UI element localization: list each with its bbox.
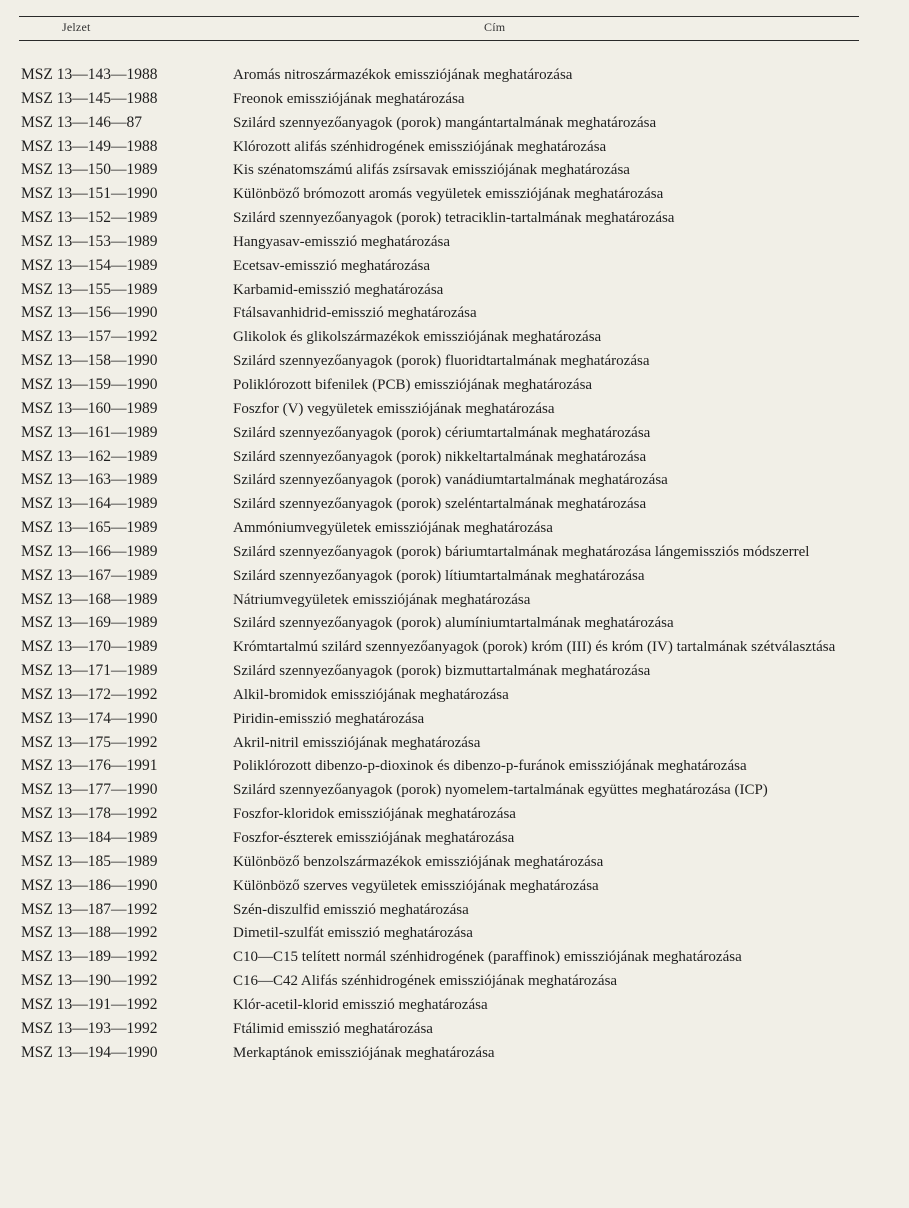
standard-code: MSZ 13—170—1989 — [21, 638, 158, 656]
table-row — [0, 492, 909, 516]
standard-title: Ftálsavanhidrid-emisszió meghatározása — [233, 305, 477, 322]
standard-title: Kis szénatomszámú alifás zsírsavak emissziójának meghatározása — [233, 162, 630, 179]
table-row — [0, 63, 909, 87]
standard-code: MSZ 13—165—1989 — [21, 519, 158, 537]
standard-code: MSZ 13—194—1990 — [21, 1043, 158, 1061]
standard-code: MSZ 13—172—1992 — [21, 685, 158, 703]
standard-title: Piridin-emisszió meghatározása — [233, 710, 425, 727]
standard-title: Aromás nitroszármazékok emissziójának meghatározása — [233, 67, 573, 83]
table-row — [0, 874, 909, 898]
standard-title: Szilárd szennyezőanyagok (porok) báriumtartalmának meghatározása lángemissziós módszerrel — [233, 543, 810, 560]
standard-code: MSZ 13—168—1989 — [21, 590, 158, 608]
standard-code: MSZ 13—151—1990 — [21, 185, 158, 203]
standard-code: MSZ 13—178—1992 — [21, 805, 158, 823]
standard-title: Szilárd szennyezőanyagok (porok) szeléntartalmának meghatározása — [233, 496, 647, 513]
standard-title: Poliklórozott dibenzo-p-dioxinok és dibenzo-p-furánok emissziójának meghatározása — [233, 758, 747, 775]
standard-title: Szilárd szennyezőanyagok (porok) cériumtartalmának meghatározása — [233, 424, 651, 441]
standard-title: Szilárd szennyezőanyagok (porok) bizmuttartalmának meghatározása — [233, 663, 651, 680]
standard-code: MSZ 13—146—87 — [21, 113, 142, 131]
standard-code: MSZ 13—154—1989 — [21, 256, 158, 274]
standard-title: Krómtartalmú szilárd szennyezőanyagok (porok) króm (III) és króm (IV) tartalmának szétválasztása — [233, 639, 836, 656]
standard-code: MSZ 13—159—1990 — [21, 375, 158, 393]
standard-code: MSZ 13—161—1989 — [21, 423, 158, 441]
table-row — [0, 611, 909, 635]
table-row — [0, 802, 909, 826]
standard-code: MSZ 13—150—1989 — [21, 161, 158, 179]
table-row — [0, 683, 909, 707]
header-bottom-rule — [19, 40, 859, 41]
table-row — [0, 349, 909, 373]
table-row — [0, 993, 909, 1017]
standard-title: Klórozott alifás szénhidrogének emissziójának meghatározása — [233, 138, 607, 155]
standard-code: MSZ 13—190—1992 — [21, 972, 158, 990]
standard-title: Szilárd szennyezőanyagok (porok) fluoridtartalmának meghatározása — [233, 353, 650, 370]
standard-code: MSZ 13—156—1990 — [21, 304, 158, 322]
standard-title: Szilárd szennyezőanyagok (porok) alumíniumtartalmának meghatározása — [233, 615, 674, 632]
table-row — [0, 588, 909, 612]
standard-code: MSZ 13—162—1989 — [21, 447, 158, 465]
standard-code: MSZ 13—193—1992 — [21, 1019, 158, 1037]
standard-code: MSZ 13—166—1989 — [21, 542, 158, 560]
table-row — [0, 635, 909, 659]
standard-title: Nátriumvegyületek emissziójának meghatározása — [233, 591, 531, 608]
table-row — [0, 516, 909, 540]
standard-code: MSZ 13—160—1989 — [21, 399, 158, 417]
table-row — [0, 421, 909, 445]
table-row — [0, 945, 909, 969]
standard-code: MSZ 13—164—1989 — [21, 495, 158, 513]
table-row — [0, 278, 909, 302]
table-row — [0, 301, 909, 325]
standard-title: Különböző brómozott aromás vegyületek emissziójának meghatározása — [233, 186, 664, 203]
standard-code: MSZ 13—176—1991 — [21, 757, 158, 775]
standard-title: Freonok emissziójának meghatározása — [233, 90, 465, 107]
standard-title: Foszfor-kloridok emissziójának meghatározása — [233, 806, 516, 823]
standard-code: MSZ 13—184—1989 — [21, 829, 158, 846]
table-row — [0, 1041, 909, 1065]
standard-code: MSZ 13—163—1989 — [21, 471, 158, 489]
standard-code: MSZ 13—186—1990 — [21, 876, 158, 894]
standard-title: Alkil-bromidok emissziójának meghatározása — [233, 686, 509, 703]
standard-code: MSZ 13—167—1989 — [21, 566, 158, 584]
standard-title: C10—C15 telített normál szénhidrogének (paraffinok) emissziójának meghatározása — [233, 949, 742, 966]
standard-title: Különböző szerves vegyületek emissziójának meghatározása — [233, 877, 599, 894]
standard-title: Különböző benzolszármazékok emissziójának meghatározása — [233, 853, 604, 870]
standards-table — [0, 63, 909, 1064]
standard-title: Foszfor (V) vegyületek emissziójának meghatározása — [233, 400, 555, 417]
table-row — [0, 778, 909, 802]
standard-code: MSZ 13—191—1992 — [21, 995, 158, 1013]
standard-title: Foszfor-észterek emissziójának meghatározása — [233, 830, 515, 846]
standard-title: Szilárd szennyezőanyagok (porok) nyomelem-tartalmának együttes meghatározása (ICP) — [233, 782, 768, 799]
table-row — [0, 898, 909, 922]
table-row — [0, 731, 909, 755]
standard-code: MSZ 13—157—1992 — [21, 328, 158, 346]
standard-title: Dimetil-szulfát emisszió meghatározása — [233, 925, 473, 942]
standard-code: MSZ 13—145—1988 — [21, 89, 158, 107]
table-row — [0, 254, 909, 278]
table-row — [0, 659, 909, 683]
table-row — [0, 158, 909, 182]
table-row — [0, 969, 909, 993]
standard-title: Glikolok és glikolszármazékok emissziójának meghatározása — [233, 329, 602, 346]
standard-code: MSZ 13—152—1989 — [21, 209, 158, 227]
standard-code: MSZ 13—185—1989 — [21, 852, 158, 870]
standard-title: C16—C42 Alifás szénhidrogének emissziójának meghatározása — [233, 973, 618, 990]
table-row — [0, 182, 909, 206]
standard-code: MSZ 13—143—1988 — [21, 66, 158, 83]
standard-title: Ecetsav-emisszió meghatározása — [233, 257, 430, 274]
table-row — [0, 540, 909, 564]
standard-code: MSZ 13—153—1989 — [21, 232, 158, 250]
standard-title: Klór-acetil-klorid emisszió meghatározása — [233, 996, 488, 1013]
standard-code: MSZ 13—171—1989 — [21, 662, 158, 680]
standard-code: MSZ 13—155—1989 — [21, 280, 158, 298]
table-row — [0, 135, 909, 159]
standard-title: Ammóniumvegyületek emissziójának meghatározása — [233, 520, 553, 537]
table-row — [0, 564, 909, 588]
standard-code: MSZ 13—188—1992 — [21, 924, 158, 942]
standard-title: Szilárd szennyezőanyagok (porok) tetraciklin-tartalmának meghatározása — [233, 210, 675, 227]
standard-code: MSZ 13—187—1992 — [21, 900, 158, 918]
standard-code: MSZ 13—149—1988 — [21, 137, 158, 155]
table-row — [0, 826, 909, 850]
standard-title: Hangyasav-emisszió meghatározása — [233, 233, 450, 250]
column-header-code: Jelzet — [62, 20, 91, 34]
table-row — [0, 325, 909, 349]
standard-title: Szilárd szennyezőanyagok (porok) lítiumtartalmának meghatározása — [233, 567, 645, 584]
table-row — [0, 468, 909, 492]
standard-code: MSZ 13—175—1992 — [21, 733, 158, 751]
table-row — [0, 373, 909, 397]
table-row — [0, 850, 909, 874]
table-row — [0, 230, 909, 254]
standard-code: MSZ 13—174—1990 — [21, 709, 158, 727]
table-row — [0, 206, 909, 230]
standard-title: Szilárd szennyezőanyagok (porok) vanádiumtartalmának meghatározása — [233, 472, 668, 489]
standard-title: Karbamid-emisszió meghatározása — [233, 281, 444, 298]
table-row — [0, 445, 909, 469]
standard-code: MSZ 13—169—1989 — [21, 614, 158, 632]
standard-code: MSZ 13—177—1990 — [21, 781, 158, 799]
table-row — [0, 707, 909, 731]
standard-title: Merkaptánok emissziójának meghatározása — [233, 1044, 495, 1061]
standard-code: MSZ 13—158—1990 — [21, 352, 158, 370]
table-row — [0, 111, 909, 135]
standard-title: Szilárd szennyezőanyagok (porok) nikkeltartalmának meghatározása — [233, 448, 647, 465]
table-row — [0, 397, 909, 421]
table-row — [0, 921, 909, 945]
table-row — [0, 1017, 909, 1041]
standard-title: Szilárd szennyezőanyagok (porok) mangántartalmának meghatározása — [233, 114, 657, 131]
standard-code: MSZ 13—189—1992 — [21, 948, 158, 966]
standard-title: Poliklórozott bifenilek (PCB) emissziójának meghatározása — [233, 376, 593, 393]
header-top-rule — [19, 16, 859, 17]
standard-title: Ftálimid emisszió meghatározása — [233, 1020, 433, 1037]
table-row — [0, 754, 909, 778]
table-row — [0, 87, 909, 111]
standard-title: Akril-nitril emissziójának meghatározása — [233, 734, 481, 751]
column-header-title: Cím — [484, 20, 506, 34]
standard-title: Szén-diszulfid emisszió meghatározása — [233, 901, 469, 918]
